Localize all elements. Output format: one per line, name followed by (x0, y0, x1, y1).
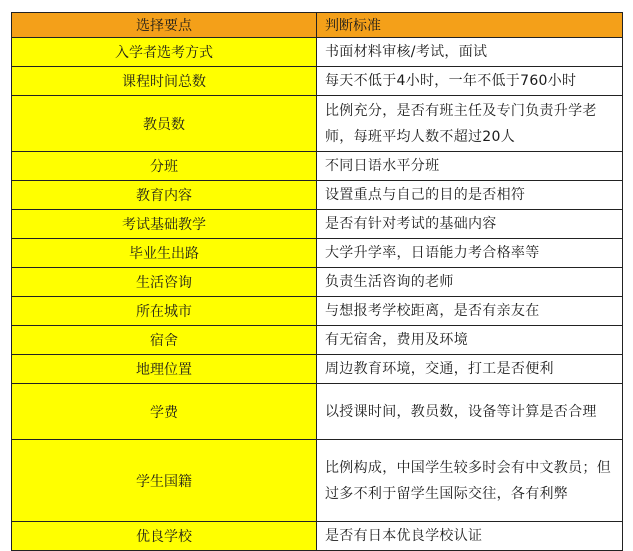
criterion-standard-cell: 是否有日本优良学校认证 (317, 522, 623, 551)
table-row (12, 239, 623, 268)
criterion-name-cell: 考试基础教学 (12, 210, 317, 239)
criterion-name-cell: 教育内容 (12, 181, 317, 210)
table-row (12, 38, 623, 67)
table-row (12, 181, 623, 210)
criterion-standard-cell: 以授课时间，教员数，设备等计算是否合理 (317, 384, 623, 440)
criterion-name-cell: 教员数 (12, 96, 317, 152)
table-row (12, 268, 623, 297)
criterion-standard-cell: 每天不低于4小时，一年不低于760小时 (317, 67, 623, 96)
criterion-standard-cell: 周边教育环境，交通，打工是否便利 (317, 355, 623, 384)
criterion-name-cell: 地理位置 (12, 355, 317, 384)
criterion-name-cell: 毕业生出路 (12, 239, 317, 268)
criterion-standard-cell: 比例构成，中国学生较多时会有中文教员；但过多不利于留学生国际交往，各有利弊 (317, 440, 623, 522)
table-row (12, 326, 623, 355)
table-row (12, 440, 623, 522)
criterion-standard-cell: 是否有针对考试的基础内容 (317, 210, 623, 239)
table-row (12, 210, 623, 239)
criterion-name-cell: 课程时间总数 (12, 67, 317, 96)
table-row (12, 96, 623, 152)
criterion-name-cell: 宿舍 (12, 326, 317, 355)
criterion-name-cell: 所在城市 (12, 297, 317, 326)
criterion-name-cell: 入学者选考方式 (12, 38, 317, 67)
criterion-name-cell: 优良学校 (12, 522, 317, 551)
table-row (12, 384, 623, 440)
table-row (12, 522, 623, 551)
criterion-standard-cell: 大学升学率，日语能力考合格率等 (317, 239, 623, 268)
criterion-standard-cell: 负责生活咨询的老师 (317, 268, 623, 297)
criterion-name-cell: 生活咨询 (12, 268, 317, 297)
header-judgment-criteria: 判断标准 (317, 13, 623, 38)
criterion-standard-cell: 与想报考学校距离，是否有亲友在 (317, 297, 623, 326)
criterion-standard-cell: 设置重点与自己的目的是否相符 (317, 181, 623, 210)
header-selection-points: 选择要点 (12, 13, 317, 38)
criterion-standard-cell: 不同日语水平分班 (317, 152, 623, 181)
table-row (12, 152, 623, 181)
criterion-name-cell: 分班 (12, 152, 317, 181)
criterion-name-cell: 学费 (12, 384, 317, 440)
criterion-standard-cell: 书面材料审核/考试，面试 (317, 38, 623, 67)
criterion-standard-cell: 比例充分，是否有班主任及专门负责升学老师，每班平均人数不超过20人 (317, 96, 623, 152)
table-row (12, 297, 623, 326)
table-row (12, 67, 623, 96)
criterion-standard-cell: 有无宿舍，费用及环境 (317, 326, 623, 355)
criterion-name-cell: 学生国籍 (12, 440, 317, 522)
table-header-row (12, 13, 623, 38)
table-row (12, 355, 623, 384)
criteria-table-container (11, 12, 622, 551)
school-selection-criteria-table (11, 12, 623, 551)
